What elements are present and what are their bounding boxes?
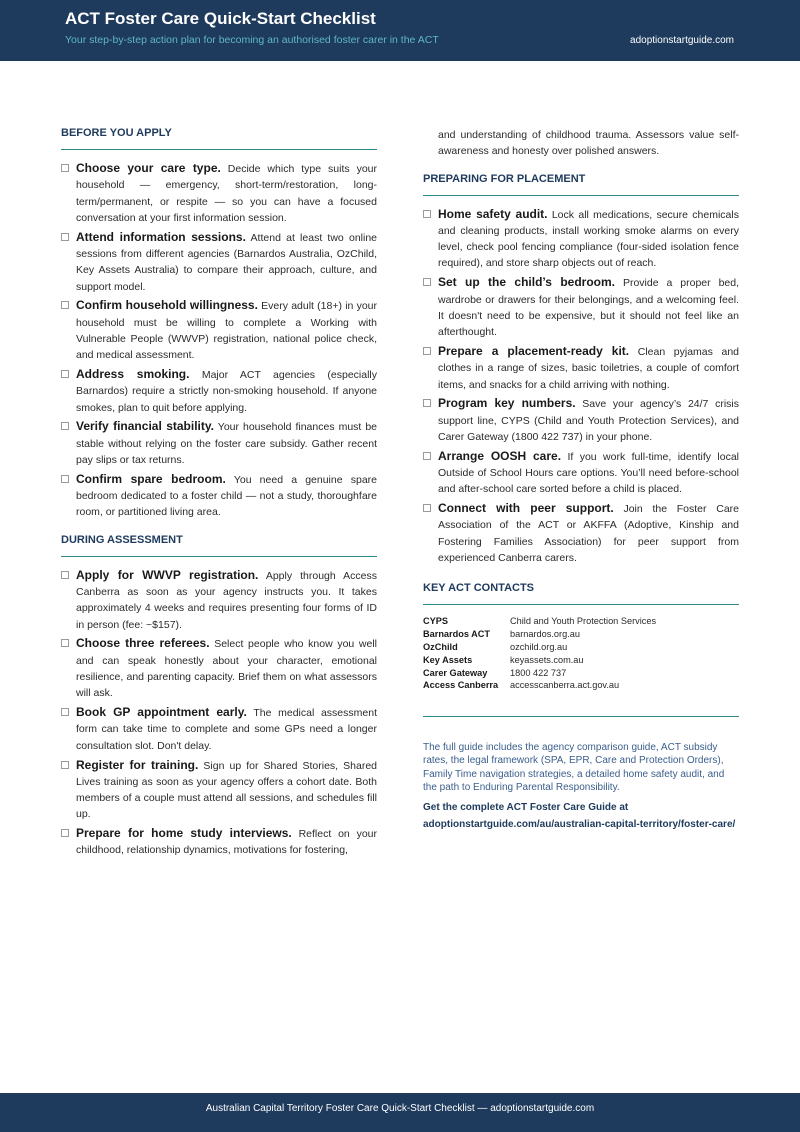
cta-link[interactable]: adoptionstartguide.com/au/australian-capital-territory/foster-care/ xyxy=(423,818,736,830)
item-lead: Home safety audit. xyxy=(438,206,548,221)
checklist-item xyxy=(423,274,739,340)
contact-name: CYPS xyxy=(423,616,449,627)
item-lead: Prepare a placement-ready kit. xyxy=(438,343,630,358)
section-divider xyxy=(423,604,739,605)
item-text: Lock all medications, secure chemicals and cleaning products, install working smoke alarms on every level, check pool fencing compliance (four-sided isolation fence required), and store sharp objects out of reach. xyxy=(438,208,739,270)
checklist-before-you-apply xyxy=(61,160,377,521)
checkbox[interactable] xyxy=(61,301,69,309)
checkbox[interactable] xyxy=(61,708,69,716)
checkbox[interactable] xyxy=(423,347,431,355)
checkbox[interactable] xyxy=(61,422,69,430)
cta-line: Get the complete ACT Foster Care Guide at xyxy=(423,802,629,814)
checklist-item xyxy=(61,366,377,416)
page-header xyxy=(0,0,800,61)
section-divider xyxy=(61,556,377,557)
contact-value: accesscanberra.act.gov.au xyxy=(510,680,620,691)
page-footer xyxy=(0,1093,800,1132)
checklist-item xyxy=(423,500,739,566)
checklist-item xyxy=(423,343,739,393)
item-lead: Confirm spare bedroom. xyxy=(76,471,226,486)
item-text: The medical assessment form can take time to complete and some GPs need a longer consultation slot. Don't delay. xyxy=(76,707,377,752)
checkbox[interactable] xyxy=(423,399,431,407)
contact-row xyxy=(423,641,739,654)
page-subtitle: Your step-by-step action plan for becoming an authorised foster carer in the ACT xyxy=(65,34,439,46)
checklist-item xyxy=(61,757,377,823)
checkbox[interactable] xyxy=(61,829,69,837)
checklist-item xyxy=(61,229,377,295)
contact-value: barnardos.org.au xyxy=(510,629,580,640)
contact-name: Carer Gateway xyxy=(423,667,488,678)
checkbox[interactable] xyxy=(61,761,69,769)
item-text: Reflect on your childhood, relationship dynamics, motivations for fostering, xyxy=(76,828,378,857)
item-lead: Program key numbers. xyxy=(438,396,576,411)
item-lead: Set up the child’s bedroom. xyxy=(438,275,615,290)
item-lead: Choose your care type. xyxy=(76,161,221,175)
checkbox[interactable] xyxy=(61,639,69,647)
item-text: Select people who know you well and can speak honestly about your character, emotional resilience, and parenting capacity. Brief them on what assessors will ask. xyxy=(76,638,378,700)
checkbox[interactable] xyxy=(61,164,69,172)
contact-row xyxy=(423,679,739,692)
checklist-item xyxy=(61,418,377,468)
section-divider xyxy=(423,716,739,717)
contact-name: OzChild xyxy=(423,641,458,652)
contact-value: 1800 422 737 xyxy=(510,667,567,678)
item-text: If you work full-time, identify local Outside of School Hours care options. You’ll need before-school and after-school care sorted before a child is placed. xyxy=(438,450,740,496)
item-text: Save your agency’s 24/7 crisis support line, CYPS (Child and Youth Protection Services), and Carer Gateway (1800 422 737) in your phone. xyxy=(438,398,739,443)
item-lead: Connect with peer support. xyxy=(438,501,614,516)
item-lead: Verify financial stability. xyxy=(76,419,214,434)
checklist-item xyxy=(61,704,377,754)
item-lead: Attend information sessions. xyxy=(76,229,246,244)
checklist-item xyxy=(61,567,377,633)
item-text: Provide a proper bed, wardrobe or drawers for their belongings, and a welcoming feel. It doesn't need to be expensive, but it should not feel like an afterthought. xyxy=(438,277,740,339)
item-lead: Choose three referees. xyxy=(76,636,210,651)
header-site-link[interactable]: adoptionstartguide.com xyxy=(630,35,734,46)
contact-name: Access Canberra xyxy=(423,680,499,691)
item-lead: Book GP appointment early. xyxy=(76,705,247,720)
contact-value: ozchild.org.au xyxy=(510,641,568,652)
item-text: Decide which type suits your household — emergency, short-term/restoration, long-term/permanent, or respite — so you can have a focused conversation at your first information session. xyxy=(76,163,378,224)
checklist-item xyxy=(423,395,739,445)
checkbox[interactable] xyxy=(423,278,431,286)
item-text: Sign up for Shared Stories, Shared Lives training as soon as your agency offers a cohort date. Both members of a couple must attend all sessions, and schedules fill up. xyxy=(76,759,378,821)
item-text: Your household finances must be stable without relying on the foster care subsidy. Gather recent pay slips or tax returns. xyxy=(76,421,377,467)
checkbox[interactable] xyxy=(61,475,69,483)
checklist-item xyxy=(61,635,377,701)
item-lead: Apply for WWVP registration. xyxy=(76,567,259,582)
item-text: Clean pyjamas and clothes in a range of sizes, basic toiletries, a couple of comfort items, and snacks for a child arriving with nothing. xyxy=(438,345,740,391)
item-text: Every adult (18+) in your household must be willing to complete a Working with Vulnerable People (WWVP) registration, national police check, and medical assessment. xyxy=(76,300,378,362)
section-title-key-act-contacts: KEY ACT CONTACTS xyxy=(423,582,535,595)
checklist-preparing-for-placement xyxy=(423,206,739,567)
section-title-preparing-for-placement: PREPARING FOR PLACEMENT xyxy=(423,172,586,185)
checklist-item xyxy=(423,448,739,498)
checkbox[interactable] xyxy=(423,504,431,512)
left-column xyxy=(61,127,377,861)
contact-row xyxy=(423,615,739,628)
contact-row xyxy=(423,654,739,667)
contact-row xyxy=(423,628,739,641)
checklist-item xyxy=(61,471,377,521)
section-divider xyxy=(61,149,377,150)
checklist-item xyxy=(61,160,377,226)
checklist-item xyxy=(61,825,377,859)
contact-name: Key Assets xyxy=(423,654,473,665)
contact-row xyxy=(423,667,739,680)
checklist-item xyxy=(423,206,739,272)
contacts-table xyxy=(423,615,739,692)
item-lead: Prepare for home study interviews. xyxy=(76,826,292,841)
item-lead: Address smoking. xyxy=(76,367,190,382)
contact-value: Child and Youth Protection Services xyxy=(510,616,657,627)
item-text: You need a genuine spare bedroom dedicated to a foster child — not a study, thoroughfare room, or partitioned living area. xyxy=(76,473,377,519)
checkbox[interactable] xyxy=(61,571,69,579)
continued-item-text: and understanding of childhood trauma. Assessors value self-awareness and honesty over polished answers. xyxy=(438,129,739,158)
footer-text: Australian Capital Territory Foster Care Quick-Start Checklist — adoptionstartguide.com xyxy=(205,1103,595,1114)
contact-name: Barnardos ACT xyxy=(423,629,491,640)
item-text: Join the Foster Care Association of the ACT or AKFFA (Adoptive, Kinship and Fostering Families Association) for peer support from experienced Canberra carers. xyxy=(438,503,739,565)
item-lead: Confirm household willingness. xyxy=(76,298,258,313)
contact-value: keyassets.com.au xyxy=(510,654,584,665)
page-title: ACT Foster Care Quick-Start Checklist xyxy=(65,9,376,28)
checkbox[interactable] xyxy=(61,233,69,241)
section-divider xyxy=(423,195,739,196)
item-text: Apply through Access Canberra as soon as your agency instructs you. It takes approximately 4 weeks and requires presenting four forms of ID in person (fee: ~$157). xyxy=(76,569,378,631)
checkbox[interactable] xyxy=(423,452,431,460)
item-text: Attend at least two online sessions from different agencies (Barnardos Australia, OzChild, Key Assets Australia) to compare their approach, culture, and support model. xyxy=(76,231,377,293)
promo-text: The full guide includes the agency comparison guide, ACT subsidy rates, the legal framework (SPA, EPR, Care and Protection Orders), Family Time navigation strategies, a detailed home safety audit, and the path to Enduring Parental Responsibility. xyxy=(423,742,725,793)
item-text: Major ACT agencies (especially Barnardos) require a strictly non-smoking household. If anyone smokes, plan to quit before applying. xyxy=(76,369,378,414)
item-lead: Arrange OOSH care. xyxy=(438,448,562,463)
checklist-during-assessment xyxy=(61,567,377,859)
checkbox[interactable] xyxy=(61,370,69,378)
checkbox[interactable] xyxy=(423,210,431,218)
section-title-during-assessment: DURING ASSESSMENT xyxy=(61,533,183,546)
right-column xyxy=(423,127,739,833)
item-lead: Register for training. xyxy=(76,757,199,772)
section-title-before-you-apply: BEFORE YOU APPLY xyxy=(61,127,172,139)
checklist-item xyxy=(61,297,377,363)
